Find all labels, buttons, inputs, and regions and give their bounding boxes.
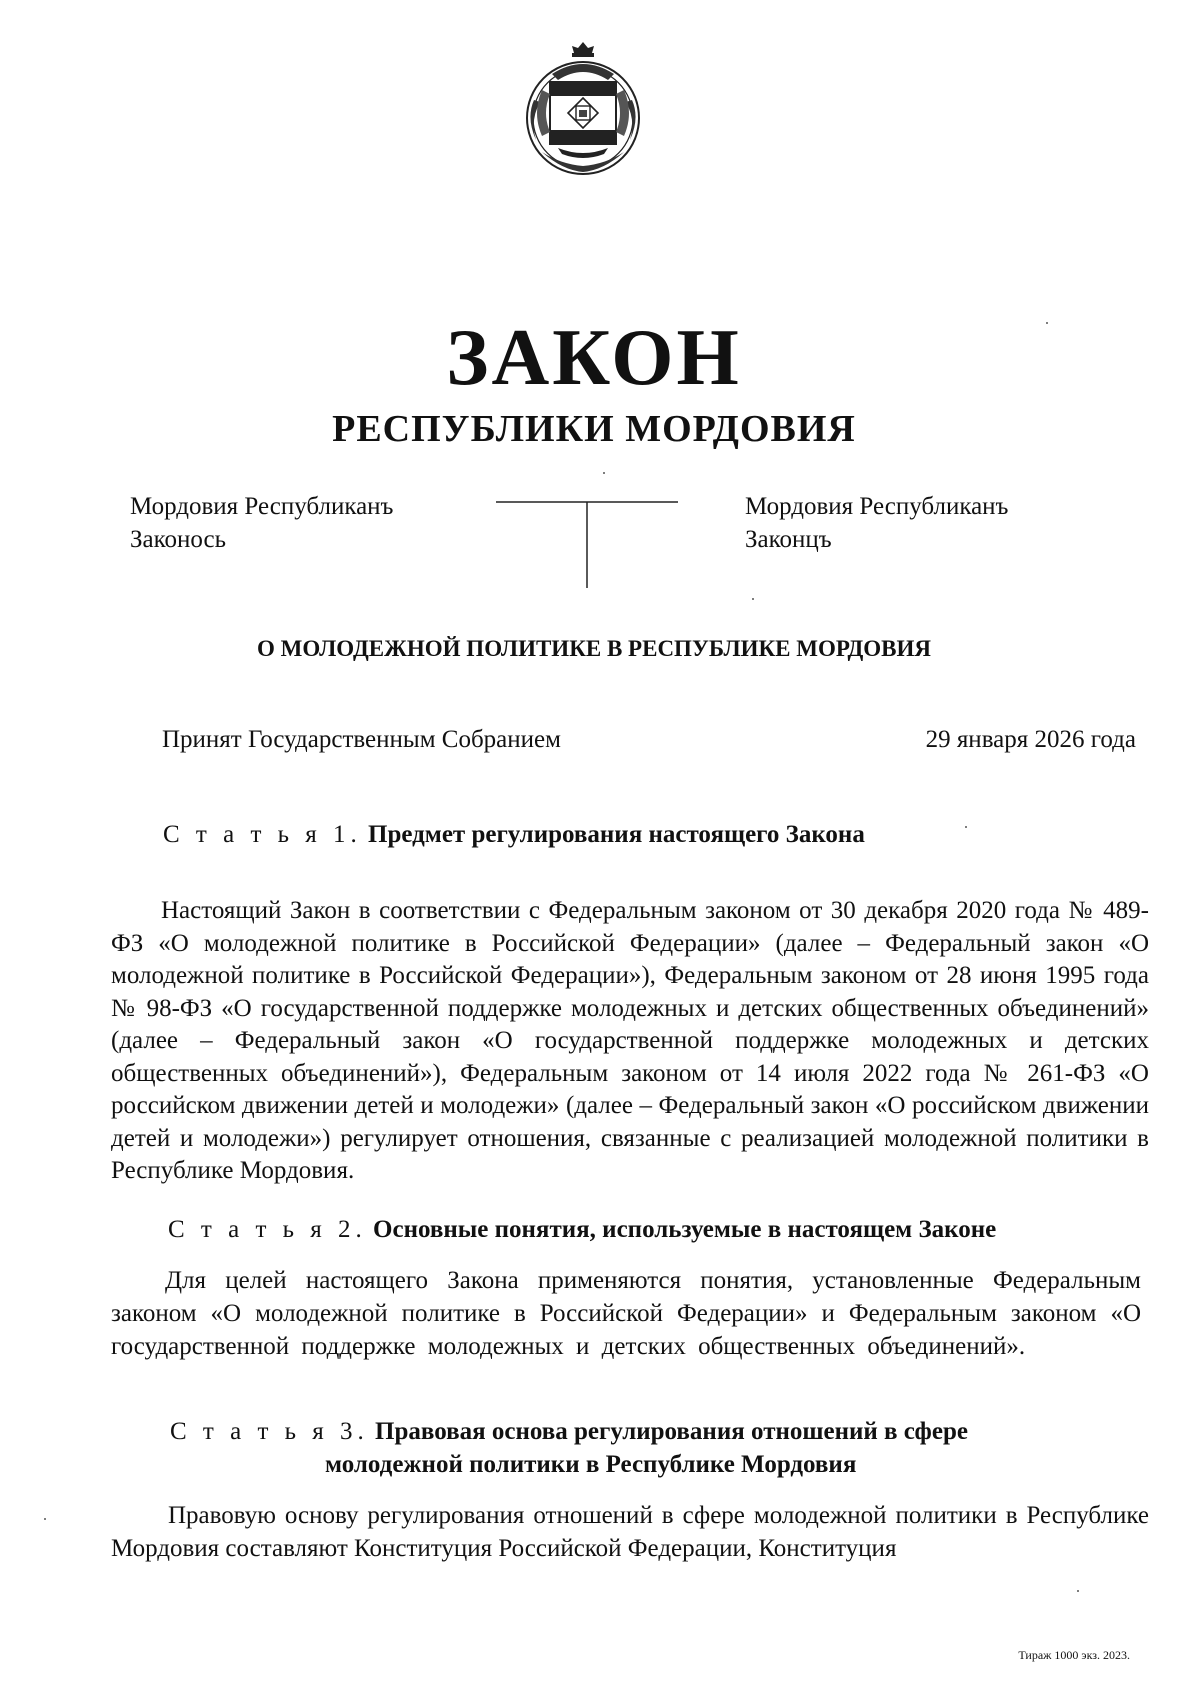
article-1-heading [163,818,865,851]
document-title: ЗАКОН [446,314,742,402]
article-3-label: С т а т ь я 3. [170,1418,369,1445]
article-3-title: Правовая основа регулирования отношений в сфере [375,1418,968,1445]
scan-speck [752,598,754,600]
scan-speck [44,1518,46,1520]
article-1-title: Предмет регулирования настоящего Закона [368,821,865,848]
adoption-body: Принят Государственным Собранием [162,726,561,753]
mordovian-left-line-2: Законось [130,526,226,553]
article-1-text: Настоящий Закон в соответствии с Федеральным законом от 30 декабря 2020 года № 489-ФЗ «О молодежной политике в Российской Федерации» (далее – Федеральный закон «О молодежной политике в Российской Федерации»), Федеральным законом от 28 июня 1995 года № 98-ФЗ «О государственной поддержке молодежных и детских общественных объединений» (далее – Федеральный закон «О государственной поддержке молодежных и детских общественных объединений»), Федеральным законом от 14 июля 2022 года № 261-ФЗ «О российском движении детей и молодежи» (далее – Федеральный закон «О российском движении детей и молодежи») регулирует отношения, связанные с реализацией молодежной политики в Республике Мордовия. [111,897,1149,1184]
print-run-note: Тираж 1000 экз. 2023. [1018,1648,1130,1662]
article-2-heading [168,1213,996,1246]
adoption-date: 29 января 2026 года [925,726,1136,753]
article-3-text: Правовую основу регулирования отношений в сфере молодежной политики в Республике Мордовия составляют Конституция Российской Федерации, Конституция [111,1502,1149,1562]
article-3-title-line-2: молодежной политики в Республике Мордовия [325,1451,857,1478]
scan-speck [603,472,605,474]
scan-speck [965,826,967,828]
document-subtitle: РЕСПУБЛИКИ МОРДОВИЯ [332,408,856,450]
header-divider [496,500,678,588]
mordovian-right-line-2: Законцъ [745,526,832,553]
scan-speck [1077,1590,1079,1592]
mordovian-header-left [130,490,394,556]
law-name: О МОЛОДЕЖНОЙ ПОЛИТИКЕ В РЕСПУБЛИКЕ МОРДОВИЯ [257,636,931,661]
mordovian-header-right [745,490,1009,556]
article-1-label: С т а т ь я 1. [163,821,362,848]
article-2-label: С т а т ь я 2. [168,1216,367,1243]
mordovian-left-line-1: Мордовия Республиканъ [130,493,394,520]
mordovian-right-line-1: Мордовия Республиканъ [745,493,1009,520]
article-2-title: Основные понятия, используемые в настоящем Законе [373,1216,997,1243]
coat-of-arms-icon [522,40,644,178]
article-2-text: Для целей настоящего Закона применяются понятия, установленные Федеральным законом «О молодежной политике в Российской Федерации» и Федеральным законом «О государственной поддержке молодежных и детских общественных объединений». [111,1267,1141,1360]
article-3-heading [170,1415,968,1448]
scan-speck [1046,322,1048,324]
